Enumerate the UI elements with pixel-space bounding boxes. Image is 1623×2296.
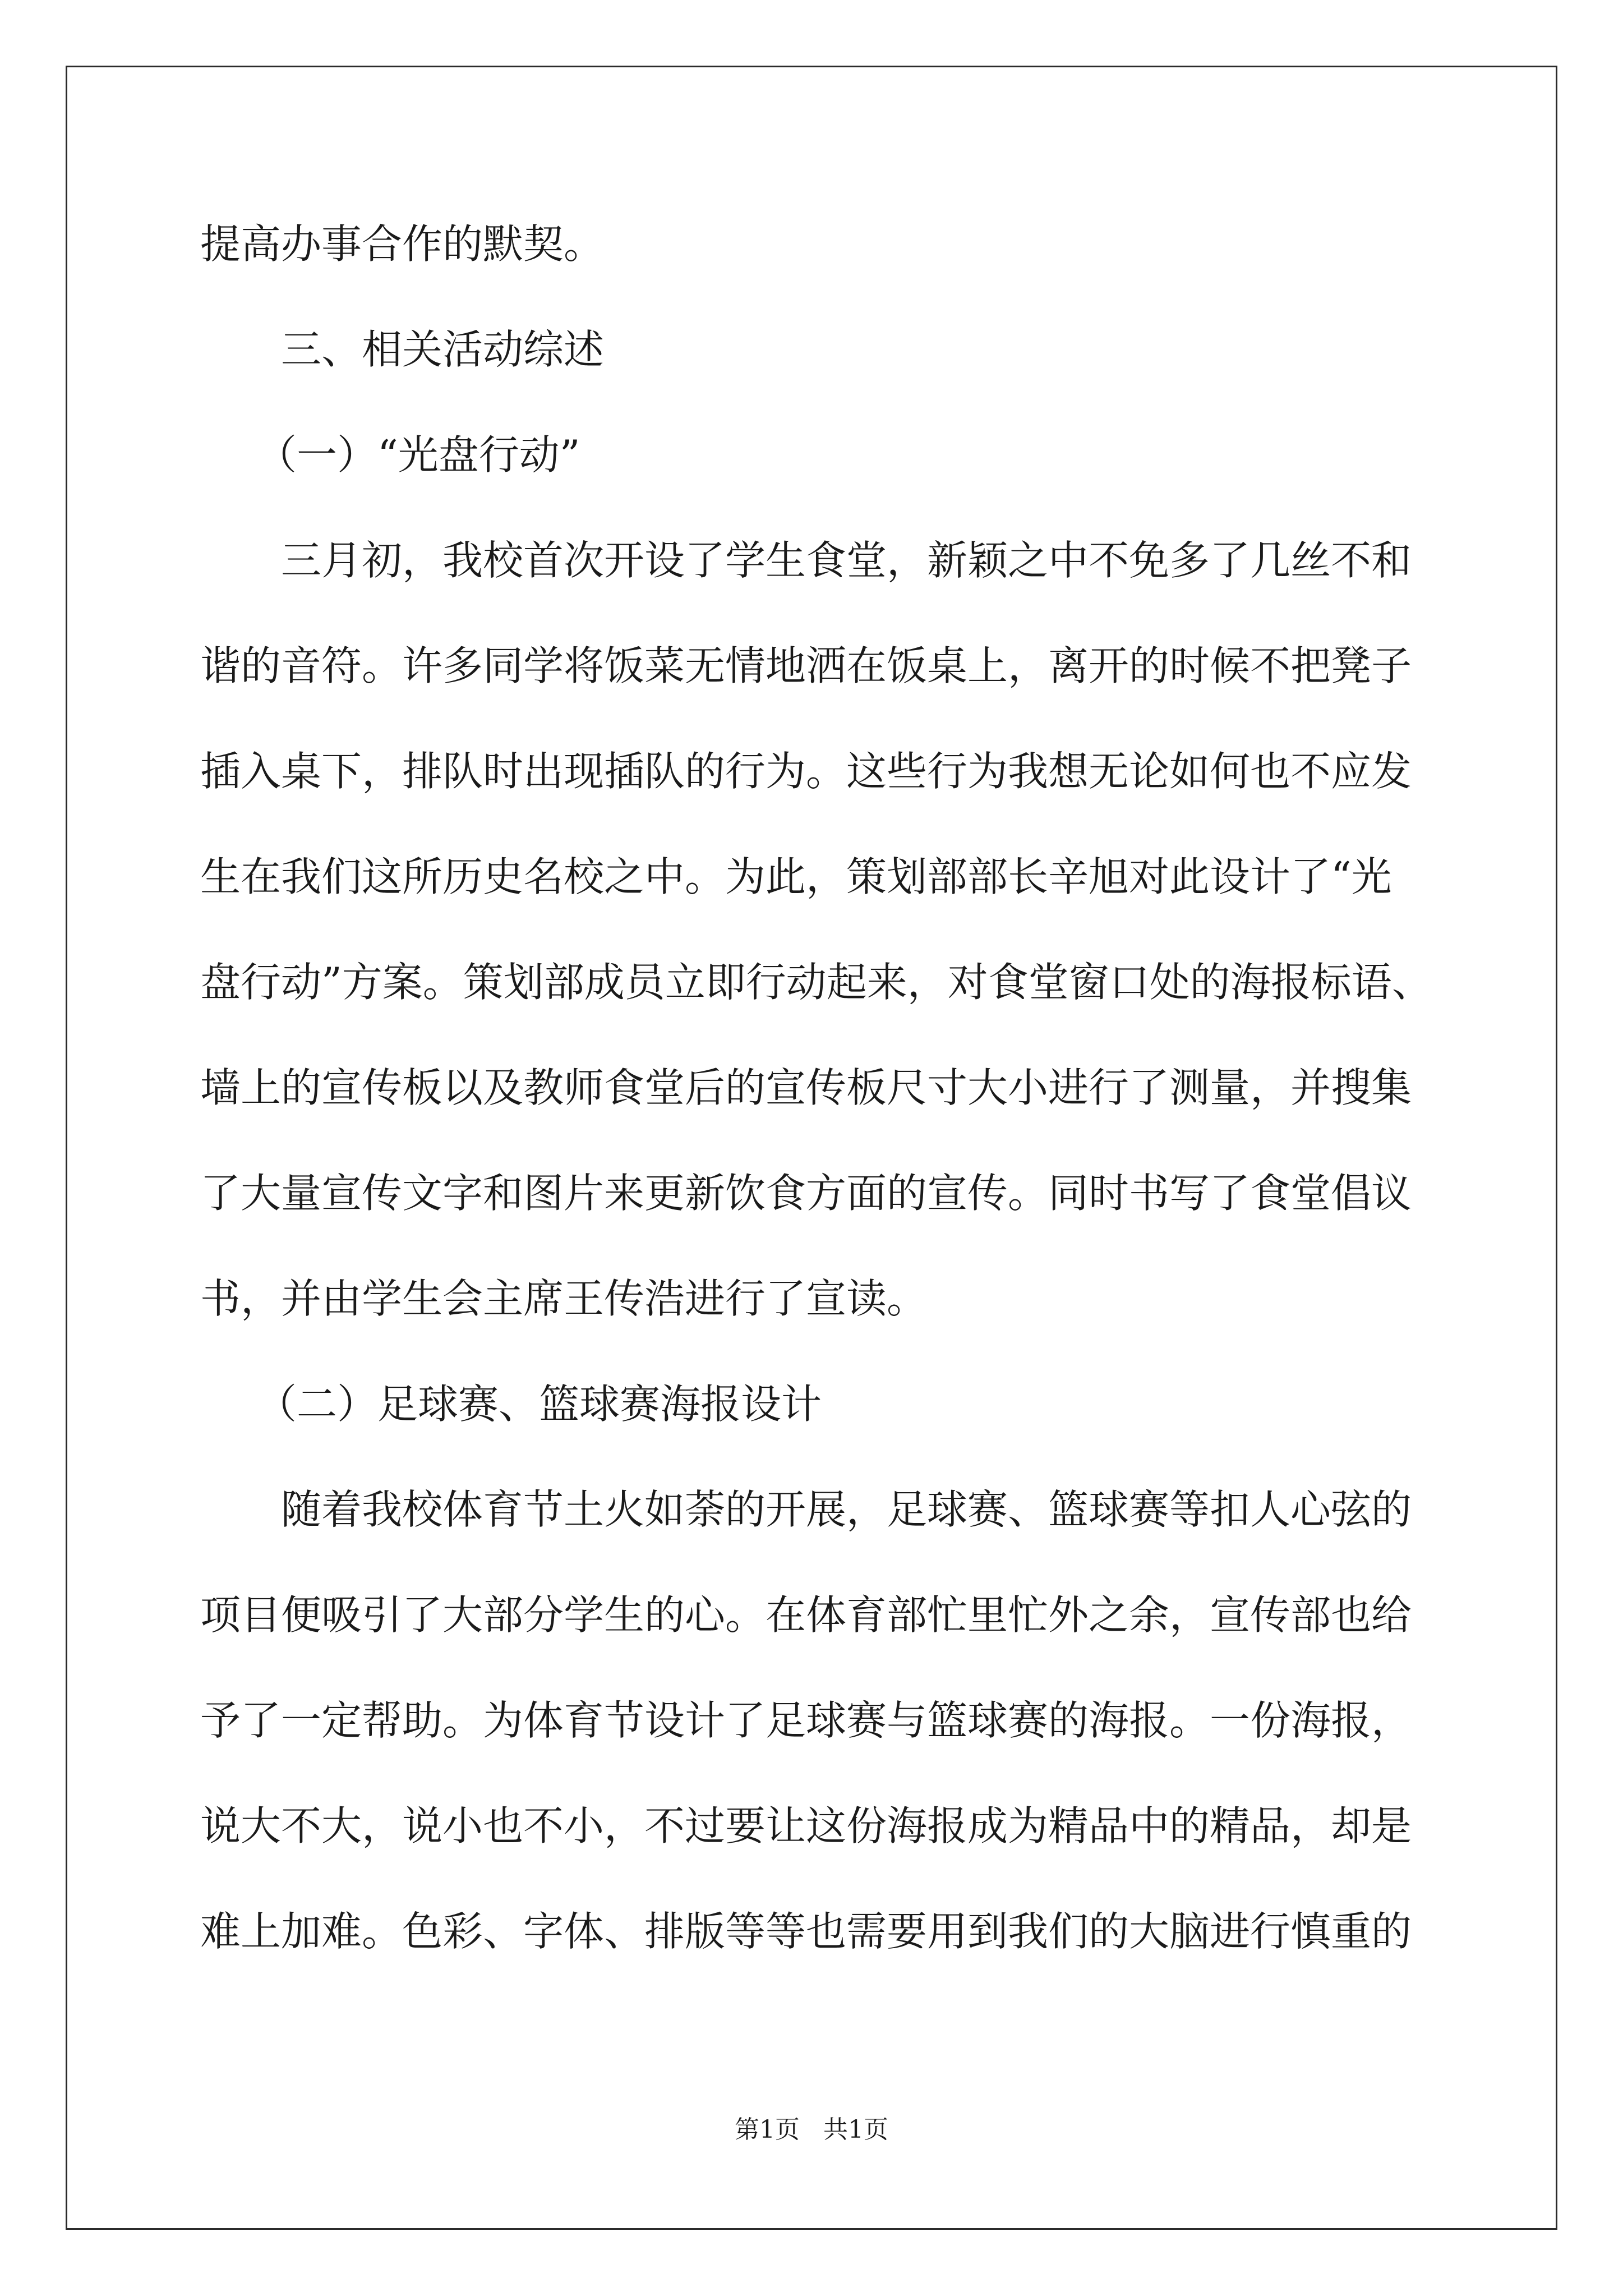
paragraph-line: 随着我校体育节土火如荼的开展，足球赛、篮球赛等扣人心弦的 — [281, 1486, 1412, 1533]
paragraph-line: 插入桌下，排队时出现插队的行为。这些行为我想无论如何也不应发 — [200, 748, 1412, 795]
subsection-heading: （一）“光盘行动” — [256, 431, 580, 478]
paragraph-line: 书，并由学生会主席王传浩进行了宣读。 — [200, 1275, 928, 1322]
paragraph-line: 说大不大，说小也不小，不过要让这份海报成为精品中的精品，却是 — [200, 1802, 1412, 1849]
paragraph-line: 项目便吸引了大部分学生的心。在体育部忙里忙外之余，宣传部也给 — [200, 1591, 1412, 1639]
page-border — [66, 66, 1557, 2230]
paragraph-line: 三月初，我校首次开设了学生食堂，新颖之中不免多了几丝不和 — [281, 537, 1412, 584]
paragraph-line: 了大量宣传文字和图片来更新饮食方面的宣传。同时书写了食堂倡议 — [200, 1170, 1412, 1217]
paragraph-line: 谐的音符。许多同学将饭菜无情地洒在饭桌上，离开的时候不把凳子 — [200, 642, 1412, 689]
paragraph-line: 墙上的宣传板以及教师食堂后的宣传板尺寸大小进行了测量，并搜集 — [200, 1064, 1412, 1111]
paragraph-line: 提高办事合作的默契。 — [200, 220, 605, 268]
paragraph-line: 难上加难。色彩、字体、排版等等也需要用到我们的大脑进行慎重的 — [200, 1908, 1412, 1955]
page-number-footer: 第1页 共1页 — [735, 2115, 888, 2144]
paragraph-line: 予了一定帮助。为体育节设计了足球赛与篮球赛的海报。一份海报， — [200, 1697, 1412, 1744]
subsection-heading: （二）足球赛、篮球赛海报设计 — [256, 1381, 822, 1428]
paragraph-line: 生在我们这所历史名校之中。为此，策划部部长辛旭对此设计了“光 — [200, 853, 1392, 900]
section-heading: 三、相关活动综述 — [281, 326, 605, 373]
paragraph-line: 盘行动”方案。策划部成员立即行动起来，对食堂窗口处的海报标语、 — [200, 959, 1432, 1006]
